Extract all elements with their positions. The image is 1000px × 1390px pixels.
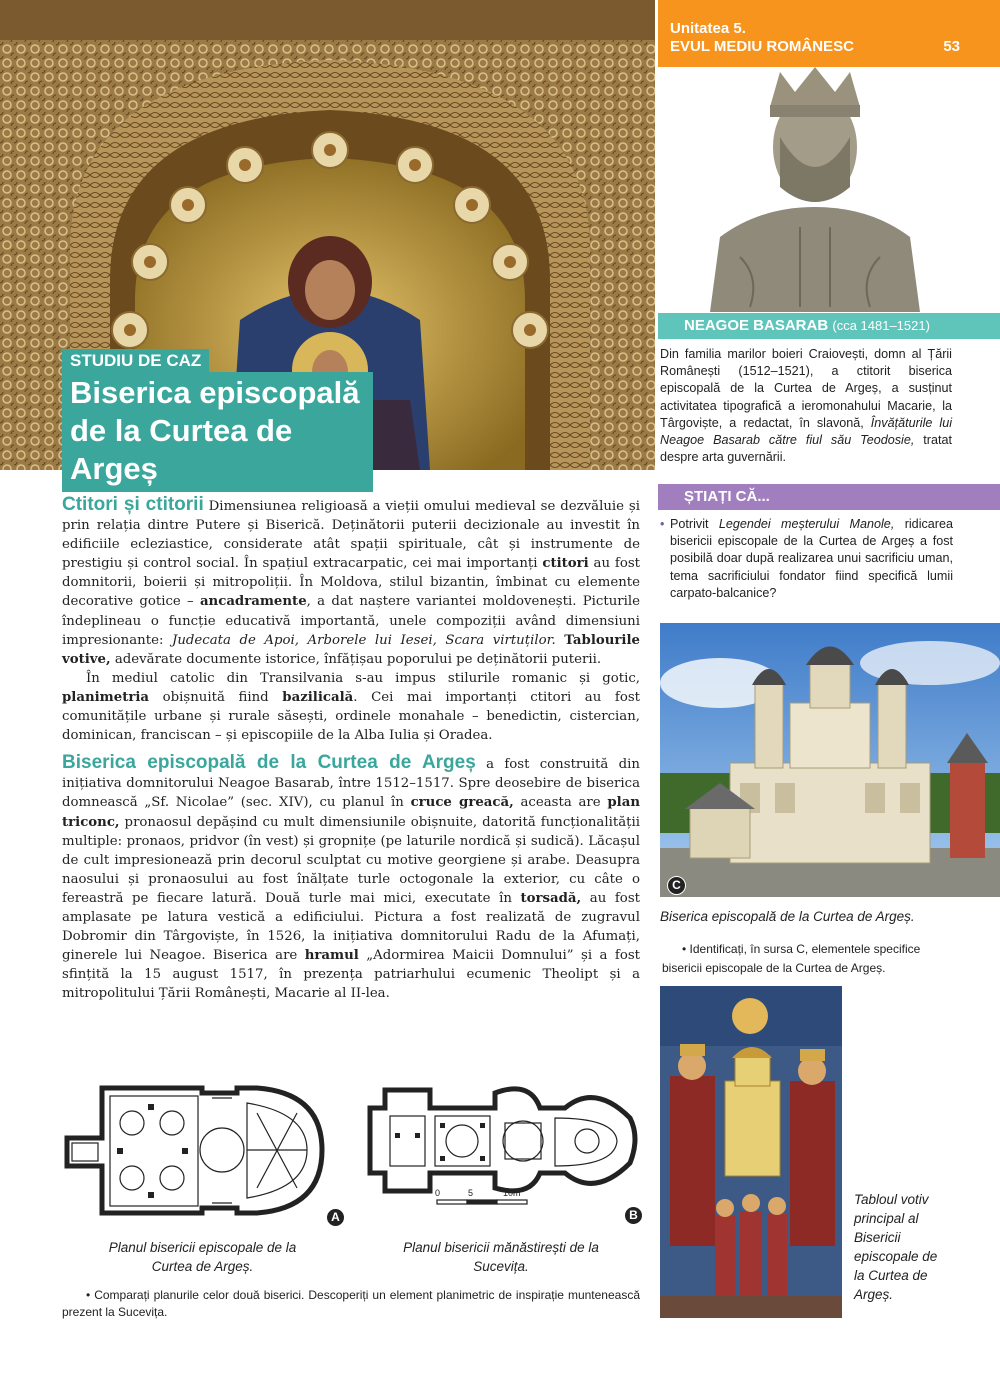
plan-sucevita xyxy=(355,1078,645,1228)
ruler-description: Din familia marilor boieri Craiovești, domn al Țării Românești (1512–1521), a ctitorit biserica episcopală de la Curtea de Argeș, a susținut activitatea tipografică a ieromonahului Macarie, la Târgoviște, a redactat, în slavonă, Învățăturile lui Neagoe Basarab către fiul său Teodosie, tratat despre arta guvernării. xyxy=(660,347,952,465)
plan-scale-ten: 10m xyxy=(503,1188,521,1198)
ruler-name: NEAGOE BASARAB xyxy=(684,317,829,334)
plans-compare-task: • Comparați planurile celor două biserici. Descoperiți un element planimetric de inspirație muntenească prezent la Sucevița. xyxy=(62,1288,640,1319)
plan-b-caption: Planul bisericii mănăstirești de la Sucevița. xyxy=(403,1240,599,1274)
plan-curtea-de-arges xyxy=(62,1078,347,1228)
did-you-know-text: • Potrivit Legendei meșterului Manole, ridicarea bisericii episcopale de la Curtea de Argeș a fost posibilă doar după realizarea unui sacrificiu uman, tema sacrificiului fondator fiind specifică lumii carpato-balcanice? xyxy=(660,516,953,602)
section-heading-ctitori: Ctitori și ctitorii xyxy=(62,494,204,515)
chapter-title: EVUL MEDIU ROMÂNESC xyxy=(670,38,854,55)
ruler-name-bar xyxy=(658,313,1000,339)
case-study-title: Biserica episcopală de la Curtea de Argeș xyxy=(62,372,373,492)
main-article xyxy=(62,495,640,1003)
page-number: 53 xyxy=(943,38,960,55)
paragraph-ctitori: Ctitori și ctitorii Dimensiunea religioasă a vieții omului medieval se dezvăluie și prin relația dintre Putere și Biserică. Deținătorii puterii decizionale au investit în edificiile ecleziastice, considerate atât spații spirituale, cât și instrumente de prestigiu și control social. În spațiul extracarpatic, cei mai importanți ctitori au fost domnitorii, boierii și mitropoliții. În Moldova, stilul bizantin, îmbinat cu elemente decorative gotice – ancadramente, a dat naștere variantei moldovenești. Picturile îndeplineau o funcție educativă importantă, unele compoziții având dimensiuni impresionante: Judecata de Apoi, Arborele lui Iesei, Scara virtuților. Tablourile votive, adevărate documente istorice, înfățișau poporului pe deținătorii puterii. xyxy=(62,494,640,667)
unit-label: Unitatea 5. xyxy=(670,20,746,37)
church-photo-caption: Biserica episcopală de la Curtea de Argeș. xyxy=(660,909,915,924)
case-study-label: STUDIU DE CAZ xyxy=(62,349,209,373)
did-you-know-bar xyxy=(658,484,1000,510)
unit-header-band xyxy=(658,0,1000,67)
plan-scale-zero: 0 xyxy=(435,1188,441,1198)
section-heading-biserica: Biserica episcopală de la Curtea de Argeș xyxy=(62,752,476,774)
votive-painting-photo xyxy=(660,986,842,1318)
paragraph-biserica: Biserica episcopală de la Curtea de Argeș a fost construită din inițiativa domnitorului Neagoe Basarab, între 1512–1517. Spre deosebire de biserica domnească „Sf. Nicolae” (sec. XIV), cu planul în cruce greacă, aceasta are plan triconc, pronaosul depășind cu mult dimensiunile obișnuite, datorită funcționalității multiple: pronaos, pridvor (în vest) și gropnițe (pe laturile nordică și sudică). Lăcașul de cult impresionează prin decorul sculptat cu motive georgiene și arabe. Deasupra naosului și pronaosului au fost înălțate turle octogonale la exterior, cu câte o fereastră pe fiecare latură. Două turle mai mici, executate în torsadă, au fost amplasate pe latura vestică a edificiului. Pictura a fost realizată de zugravul Dobromir din Târgoviște, în 1526, la inițiativa domnitorului Radu de la Afumați, ginerele lui Neagoe. Biserica are hramul „Adormirea Maicii Domnului” și a fost sfințită la 15 august 1517, în prezența patriarhului ecumenic Theolipt și a mitropolitului Țării Românești, Macarie al II-lea. xyxy=(62,752,640,1002)
paragraph-transilvania: În mediul catolic din Transilvania s-au impus stilurile romanic și gotic, planimetria obișnuită fiind bazilicală. Cei mai importanți ctitori au fost comunitățile urbane și rurale săsești, ordinele monahale – benedictin, cistercian, dominican, franciscan – și episcopiile de la Alba Iulia și Oradea. xyxy=(62,670,640,744)
votive-painting-caption: Tabloul votiv principal al Bisericii episcopale de la Curtea de Argeș. xyxy=(854,1192,938,1302)
plan-a-badge: A xyxy=(326,1208,345,1227)
church-photo xyxy=(660,623,1000,897)
ruler-dates: (cca 1481–1521) xyxy=(832,318,930,333)
did-you-know-title: ȘTIAȚI CĂ... xyxy=(684,488,770,505)
neagoe-basarab-statue-photo xyxy=(700,67,930,312)
plan-scale-five: 5 xyxy=(468,1188,474,1198)
plan-a-caption: Planul bisericii episcopale de la Curtea de Argeș. xyxy=(108,1240,297,1274)
source-c-task: • Identificați, în sursa C, elementele specifice bisericii episcopale de la Curtea de Argeș. xyxy=(662,942,921,975)
source-c-badge: C xyxy=(667,876,686,895)
plan-b-badge: B xyxy=(624,1206,643,1225)
